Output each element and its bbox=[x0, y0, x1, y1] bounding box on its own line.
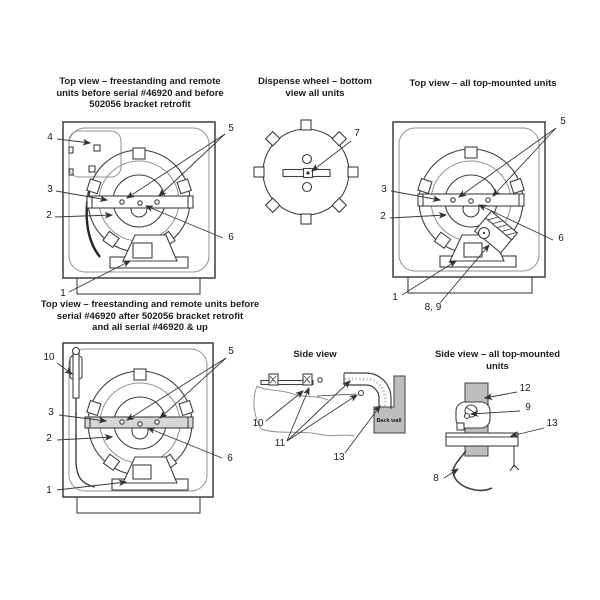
hanger-clip bbox=[510, 446, 519, 471]
callout-10: 10 bbox=[252, 418, 264, 429]
callout-1: 1 bbox=[46, 485, 52, 496]
drive-bar bbox=[283, 169, 330, 178]
callout-10: 10 bbox=[43, 352, 55, 363]
callout-11: 11 bbox=[274, 438, 286, 449]
callout-6: 6 bbox=[227, 453, 233, 464]
callout-1: 1 bbox=[392, 292, 398, 303]
agitator-bar bbox=[418, 194, 524, 206]
callout-5: 5 bbox=[560, 116, 566, 127]
panel-title-side-view-topmounted: Side view – all top-mounted units bbox=[434, 349, 561, 372]
mounting-plate bbox=[446, 433, 518, 446]
callout-8: 8 bbox=[433, 473, 439, 484]
agitator-bar bbox=[87, 196, 193, 208]
callout-4: 4 bbox=[47, 132, 53, 143]
callout-3: 3 bbox=[47, 184, 53, 195]
callout-13: 13 bbox=[333, 452, 345, 463]
diagram-topview-topmounted bbox=[380, 116, 566, 313]
curved-duct bbox=[344, 373, 391, 409]
diagram-topview-after-retrofit bbox=[43, 343, 234, 513]
callout-7: 7 bbox=[354, 128, 360, 139]
callout-2: 2 bbox=[46, 433, 52, 444]
mount-hole-top bbox=[303, 155, 312, 164]
panel-title-top-right: Top view – all top-mounted units bbox=[409, 78, 557, 89]
callout-1: 1 bbox=[60, 288, 66, 299]
callout-5: 5 bbox=[228, 123, 234, 134]
agitator-bar bbox=[85, 417, 193, 428]
callout-3: 3 bbox=[48, 407, 54, 418]
diagram-dispense-wheel-bottom bbox=[254, 120, 360, 224]
callout-13: 13 bbox=[546, 418, 558, 429]
callout-6: 6 bbox=[228, 232, 234, 243]
tube-clamp bbox=[456, 402, 490, 430]
diagram-side-view-topmounted bbox=[433, 383, 558, 490]
callout-2: 2 bbox=[380, 211, 386, 222]
callout-12: 12 bbox=[519, 383, 531, 394]
bin-section-outline bbox=[254, 386, 354, 436]
diagram-side-view bbox=[252, 373, 405, 463]
callout-6: 6 bbox=[558, 233, 564, 244]
mounting-rod bbox=[261, 374, 322, 385]
panel-title-bottom-left: Top view – freestanding and remote units before serial #46920 after 502056 bracket retrofit and all serial #46920 & up bbox=[40, 299, 260, 333]
panel-title-side-view: Side view bbox=[293, 349, 337, 360]
diagram-topview-before-retrofit bbox=[46, 122, 234, 299]
callout-9: 9 bbox=[525, 402, 531, 413]
mount-hole-bottom bbox=[303, 183, 312, 192]
panel-title-dispense-wheel: Dispense wheel – bottom view all units bbox=[257, 76, 373, 99]
callout-3: 3 bbox=[381, 184, 387, 195]
back-wall-label: Back wall bbox=[376, 418, 402, 424]
callout-5: 5 bbox=[228, 346, 234, 357]
callout-2: 2 bbox=[46, 210, 52, 221]
panel-title-top-left: Top view – freestanding and remote units before serial #46920 and before 502056 bracket retrofit bbox=[56, 76, 224, 110]
deflector-curve bbox=[453, 451, 492, 490]
callout-8-9: 8, 9 bbox=[424, 302, 442, 313]
